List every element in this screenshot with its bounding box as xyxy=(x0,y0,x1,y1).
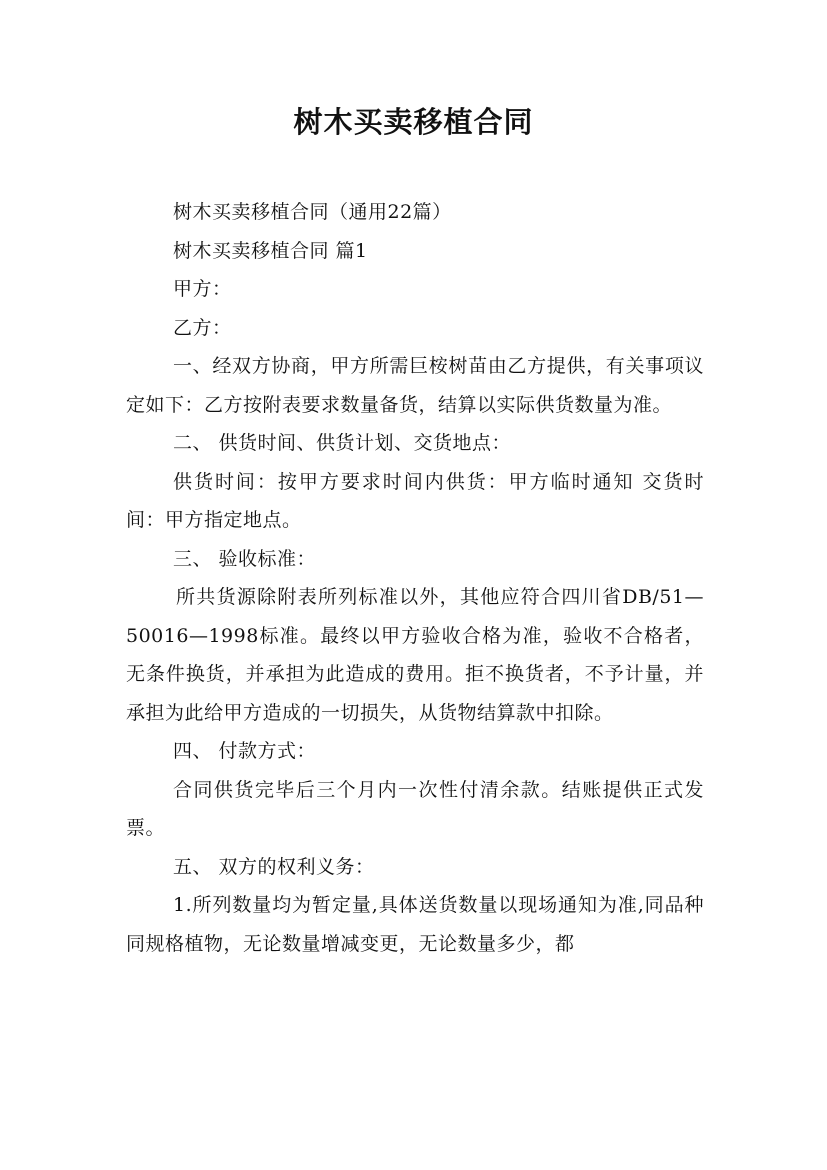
paragraph-clause-1: 一、经双方协商，甲方所需巨桉树苗由乙方提供，有关事项议定如下：乙方按附表要求数量备货，结算以实际供货数量为准。 xyxy=(126,355,704,416)
paragraph-subtitle: 树木买卖移植合同（通用22篇） xyxy=(173,201,452,223)
paragraph-clause-2-heading: 二、 供货时间、供货计划、交货地点： xyxy=(173,432,512,454)
paragraph-clause-3-heading: 三、 验收标准： xyxy=(173,547,317,570)
paragraph-party-b: 乙方： xyxy=(173,316,232,339)
document-body xyxy=(126,193,704,963)
paragraph-clause-3-body: 所共货源除附表所列标准以外，其他应符合四川省DB/51—50016—1998标准。最终以甲方验收合格为准，验收不合格者，无条件换货，并承担为此造成的费用。拒不换货者，不予计量，并承担为此给甲方造成的一切损失，从货物结算款中扣除。 xyxy=(126,586,704,724)
paragraph-clause-4-heading: 四、 付款方式： xyxy=(173,740,317,762)
paragraph-clause-5-item-1: 1.所列数量均为暂定量,具体送货数量以现场通知为准,同品种同规格植物，无论数量增减变更，无论数量多少，都 xyxy=(126,894,704,955)
paragraph-section-heading: 树木买卖移植合同 篇1 xyxy=(173,239,368,262)
document-title: 树木买卖移植合同 xyxy=(293,105,534,139)
paragraph-clause-5-heading: 五、 双方的权利义务： xyxy=(173,855,375,878)
paragraph-party-a: 甲方： xyxy=(173,278,232,300)
paragraph-clause-4-body: 合同供货完毕后三个月内一次性付清余款。结账提供正式发票。 xyxy=(126,778,704,839)
paragraph-clause-2-body: 供货时间：按甲方要求时间内供货：甲方临时通知 交货时间：甲方指定地点。 xyxy=(126,470,704,531)
